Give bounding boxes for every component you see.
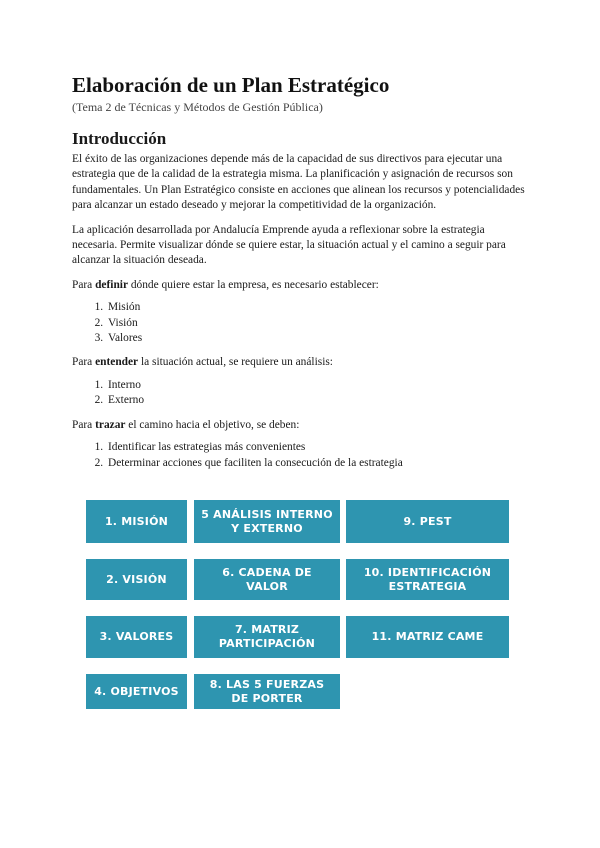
list-item: 3. Valores: [106, 331, 530, 346]
entender-list: [72, 378, 530, 409]
entender-paragraph: Para entender la situación actual, se requiere un análisis:: [72, 356, 333, 369]
tile-vision[interactable]: 2. VISIÓN: [86, 559, 187, 600]
tile-cadena-de-valor[interactable]: 6. CADENA DE VALOR: [194, 559, 340, 600]
intro-paragraph-2: La aplicación desarrollada por Andalucía Emprende ayuda a reflexionar sobre la estrategia necesaria. Permite visualizar dónde se quiere estar, la situación actual y el camino a seguir para alcanzar la situación deseada.: [72, 223, 506, 267]
tile-objetivos[interactable]: 4. OBJETIVOS: [86, 674, 187, 709]
list-item: 2. Determinar acciones que faciliten la consecución de la estrategia: [106, 456, 530, 471]
tile-analisis-interno-externo[interactable]: 5 ANÁLISIS INTERNO Y EXTERNO: [194, 500, 340, 543]
document-page: [72, 72, 530, 480]
tile-identificacion-estrategia[interactable]: 10. IDENTIFICACIÓN ESTRATEGIA: [346, 559, 509, 600]
definir-paragraph: Para definir dónde quiere estar la empresa, es necesario establecer:: [72, 278, 379, 291]
intro-heading: Introducción: [72, 129, 167, 148]
definir-list: [72, 300, 530, 346]
trazar-list: [72, 440, 530, 471]
intro-paragraph-1: El éxito de las organizaciones depende más de la capacidad de sus directivos para ejecutar una estrategia que de la calidad de la estrategia misma. La planificación y asignación de recursos son fundamentales. Un Plan Estratégico consiste en acciones que alinean los recursos y potencialidades para alcanzar un estado deseado y mejorar la competitividad de la organización.: [72, 153, 525, 212]
tile-mision[interactable]: 1. MISIÓN: [86, 500, 187, 543]
list-item: 1. Misión: [106, 300, 530, 315]
entender-bold: entender: [95, 356, 139, 369]
list-item: 2. Externo: [106, 393, 530, 408]
tile-matriz-came[interactable]: 11. MATRIZ CAME: [346, 616, 509, 658]
plan-steps-grid: [86, 500, 510, 712]
tile-matriz-participacion[interactable]: 7. MATRIZ PARTICIPACIÓN: [194, 616, 340, 658]
list-item: 2. Visión: [106, 316, 530, 331]
page-subtitle: (Tema 2 de Técnicas y Métodos de Gestión Pública): [72, 100, 323, 114]
tile-5-fuerzas-porter[interactable]: 8. LAS 5 FUERZAS DE PORTER: [194, 674, 340, 709]
trazar-paragraph: Para trazar el camino hacia el objetivo, se deben:: [72, 418, 300, 431]
definir-bold: definir: [95, 278, 128, 291]
tile-pest[interactable]: 9. PEST: [346, 500, 509, 543]
tile-valores[interactable]: 3. VALORES: [86, 616, 187, 658]
page-title: Elaboración de un Plan Estratégico: [72, 73, 390, 97]
trazar-bold: trazar: [95, 418, 126, 431]
list-item: 1. Interno: [106, 378, 530, 393]
list-item: 1. Identificar las estrategias más convenientes: [106, 440, 530, 455]
